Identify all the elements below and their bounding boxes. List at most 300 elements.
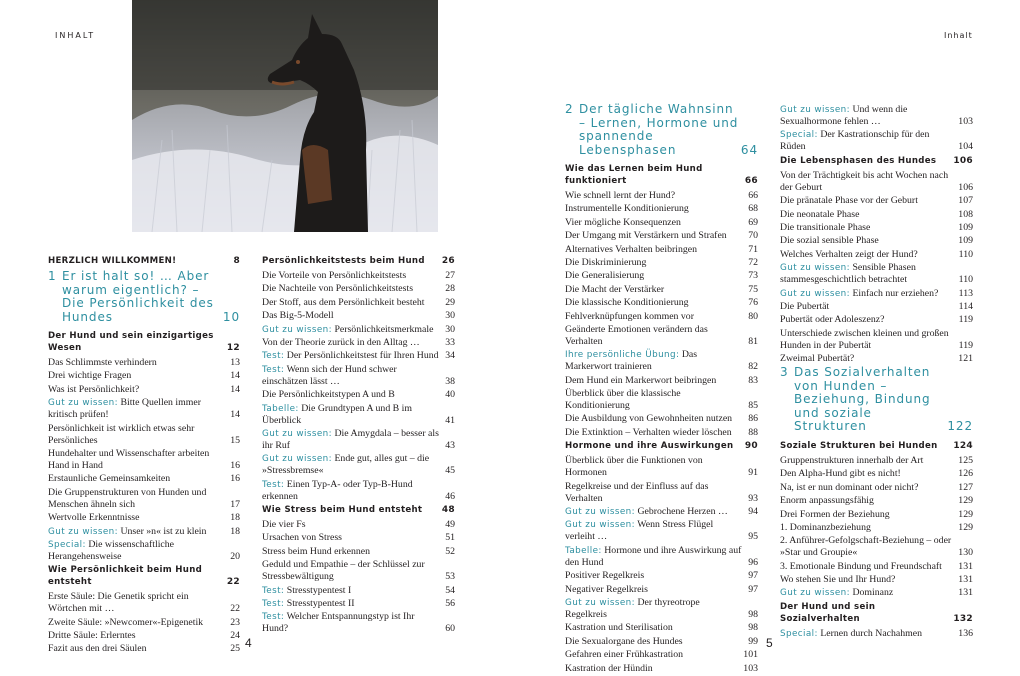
entry-title: Die sozial sensible Phase <box>780 235 879 247</box>
entry-text <box>780 262 959 286</box>
entry-text <box>48 384 230 396</box>
section-title-text: Wie Persönlichkeit beim Hund entsteht <box>48 565 203 588</box>
entry-page: 33 <box>445 336 455 348</box>
entry-page: 97 <box>748 583 758 595</box>
toc-entry <box>565 284 758 296</box>
entry-page: 71 <box>748 243 758 255</box>
toc-section-heading <box>780 155 973 167</box>
entry-text <box>48 423 230 447</box>
entry-title: Unser »n« ist zu klein <box>120 525 207 537</box>
section-title <box>780 155 953 167</box>
toc-entry <box>780 509 973 521</box>
entry-text <box>48 397 230 421</box>
chapter-title: Der tägliche Wahnsinn – Lernen, Hormone und spannende Lebensphasen <box>579 102 739 157</box>
entry-text <box>262 546 445 558</box>
toc-entry <box>262 611 455 635</box>
toc-section-heading <box>565 440 758 452</box>
entry-title: Und wenn die Sexualhormone fehlen … <box>780 104 908 127</box>
toc-entry <box>565 270 758 282</box>
entry-title: Wo stehen Sie und Ihr Hund? <box>780 574 896 586</box>
section-page: 106 <box>953 155 973 166</box>
entry-page: 88 <box>748 426 758 438</box>
toc-column-2 <box>262 255 455 637</box>
toc-entry <box>48 617 240 629</box>
entry-title: Ursachen von Stress <box>262 532 342 544</box>
entry-page: 27 <box>445 270 455 281</box>
entry-title: Die Generalisierung <box>565 270 645 282</box>
entry-page: 20 <box>230 550 240 562</box>
toc-column-1 <box>48 255 240 657</box>
toc-entry <box>48 630 240 642</box>
entry-label: Test: <box>262 479 285 490</box>
entry-page: 49 <box>445 519 455 531</box>
entry-text <box>48 487 230 511</box>
entry-title: Die neonatale Phase <box>780 208 860 220</box>
dog-photo <box>132 0 438 232</box>
entry-text <box>780 249 959 261</box>
entry-page: 131 <box>958 574 973 586</box>
entry-title: Instrumentelle Konditionierung <box>565 203 689 215</box>
toc-entry <box>262 403 455 427</box>
entry-page: 101 <box>743 649 758 661</box>
entry-title: Enorm anpassungsfähig <box>780 495 874 507</box>
chapter-page: 122 <box>947 419 973 434</box>
section-title-text: Der Hund und sein einzigartiges Wesen <box>48 331 214 353</box>
entry-title: Zweimal Pubertät? <box>780 353 855 365</box>
entry-page: 104 <box>958 141 973 153</box>
entry-label: Gut zu wissen: <box>48 526 118 537</box>
entry-title: Das Markerwort trainieren <box>565 349 698 373</box>
entry-title: Dominanz <box>852 587 894 599</box>
entry-page: 73 <box>748 270 758 282</box>
entry-title: Die Gruppenstrukturen von Hunden und Menschen ähneln sich <box>48 486 207 510</box>
section-title <box>565 440 745 452</box>
toc-entry <box>48 397 240 421</box>
entry-text <box>48 357 230 369</box>
entry-text <box>565 375 748 387</box>
entry-text <box>780 104 958 128</box>
entry-title: Welches Verhalten zeigt der Hund? <box>780 248 918 260</box>
toc-entry <box>48 384 240 396</box>
entry-page: 16 <box>230 473 240 485</box>
toc-entry <box>780 129 973 153</box>
toc-entry <box>262 546 455 558</box>
entry-title: Die wissenschaftliche Herangehensweise <box>48 538 175 562</box>
entry-text <box>565 203 748 215</box>
entry-page: 98 <box>748 608 758 620</box>
section-title <box>48 255 233 267</box>
entry-page: 103 <box>743 662 758 674</box>
entry-page: 29 <box>445 296 455 308</box>
entry-title: Stresstypentest I <box>286 584 352 596</box>
toc-entry <box>262 324 455 336</box>
toc-entry <box>48 423 240 447</box>
entry-page: 110 <box>958 274 973 286</box>
entry-page: 56 <box>445 598 455 610</box>
toc-entry <box>48 487 240 511</box>
entry-label: Ihre persönliche Übung: <box>565 350 680 361</box>
entry-title: Gefahren einer Frühkastration <box>565 649 684 661</box>
entry-title: Gebrochene Herzen … <box>637 506 728 518</box>
toc-entry <box>48 473 240 485</box>
toc-entry <box>48 643 240 655</box>
section-page: 22 <box>226 577 240 588</box>
entry-text <box>262 519 445 531</box>
entry-page: 25 <box>230 643 240 655</box>
section-title <box>780 601 953 625</box>
entry-text <box>780 561 958 573</box>
entry-text <box>780 301 959 313</box>
entry-page: 127 <box>958 481 973 493</box>
entry-label: Special: <box>48 539 86 550</box>
entry-page: 30 <box>445 310 455 322</box>
entry-text <box>262 324 445 336</box>
toc-entry <box>780 353 973 365</box>
entry-text <box>262 611 445 635</box>
entry-text <box>565 230 748 242</box>
entry-title: Geduld und Empathie – der Schlüssel zur Stressbewältigung <box>262 559 425 583</box>
entry-page: 14 <box>230 383 240 395</box>
entry-page: 107 <box>958 195 973 207</box>
toc-entry <box>262 559 455 583</box>
section-title-text: Hormone und ihre Auswirkungen <box>565 441 734 452</box>
entry-page: 99 <box>748 635 758 647</box>
toc-entry <box>262 337 455 349</box>
chapter-title: Das Sozialverhalten von Hunden – Beziehung, Bindung und soziale Strukturen <box>794 365 931 434</box>
entry-page: 82 <box>748 361 758 373</box>
entry-title: Der Umgang mit Verstärkern und Strafen <box>565 230 727 242</box>
entry-title: Die Diskriminierung <box>565 256 647 268</box>
entry-title: 2. Anführer-Gefolgschaft-Beziehung – oder »Star und Groupie« <box>780 535 952 559</box>
section-page: 26 <box>441 256 455 266</box>
entry-title: Hormone und ihre Auswirkung auf den Hund <box>565 544 742 568</box>
toc-entry <box>48 357 240 369</box>
entry-text <box>262 350 445 362</box>
toc-entry <box>780 574 973 586</box>
entry-page: 41 <box>445 414 455 426</box>
entry-text <box>565 257 748 269</box>
toc-entry <box>780 209 973 221</box>
toc-entry <box>565 324 758 348</box>
entry-text <box>780 482 958 494</box>
toc-entry <box>565 203 758 215</box>
entry-title: Die Vorteile von Persönlichkeitstests <box>262 270 407 281</box>
entry-label: Gut zu wissen: <box>565 507 635 518</box>
section-title <box>48 564 227 588</box>
entry-page: 129 <box>958 495 973 507</box>
entry-page: 130 <box>958 547 973 559</box>
toc-entry <box>780 222 973 234</box>
entry-page: 22 <box>230 603 240 615</box>
entry-title: Erste Säule: Die Genetik spricht ein Wörtchen mit … <box>48 591 189 615</box>
entry-text <box>48 473 230 485</box>
entry-text <box>780 522 958 534</box>
entry-title: Die Persönlichkeitstypen A und B <box>262 389 395 401</box>
toc-entry <box>565 584 758 596</box>
entry-text <box>565 324 748 348</box>
chapter-title: Er ist halt so! … Aber warum eigentlich? – Die Persönlichkeit des Hundes <box>62 269 214 324</box>
toc-entry <box>565 257 758 269</box>
entry-title: Einen Typ-A- oder Typ-B-Hund erkennen <box>262 478 413 502</box>
entry-text <box>565 649 743 661</box>
entry-title: Der thyreotrope Regelkreis <box>565 596 700 620</box>
entry-label: Gut zu wissen: <box>780 105 850 115</box>
toc-entry <box>780 288 973 300</box>
entry-page: 110 <box>958 248 973 260</box>
entry-title: Alternatives Verhalten beibringen <box>565 243 698 255</box>
entry-title: Wenn sich der Hund schwer einschätzen lässt … <box>262 363 397 387</box>
toc-entry <box>565 545 758 569</box>
entry-title: Der Stoff, aus dem Persönlichkeit besteht <box>262 296 425 308</box>
entry-page: 69 <box>748 216 758 228</box>
entry-title: Drei wichtige Fragen <box>48 370 132 382</box>
toc-entry <box>780 561 973 573</box>
entry-title: Der Kastrationschip für den Rüden <box>780 129 930 153</box>
entry-text <box>262 559 445 583</box>
toc-entry <box>262 350 455 362</box>
entry-page: 51 <box>445 532 455 544</box>
entry-page: 106 <box>958 181 973 193</box>
entry-page: 28 <box>445 283 455 295</box>
toc-entry <box>565 622 758 634</box>
entry-page: 52 <box>445 545 455 557</box>
toc-entry <box>780 587 973 599</box>
entry-label: Gut zu wissen: <box>780 263 850 274</box>
toc-entry <box>262 585 455 597</box>
toc-entry <box>48 591 240 615</box>
toc-entry <box>565 663 758 675</box>
entry-label: Gut zu wissen: <box>262 454 332 465</box>
entry-page: 66 <box>748 190 758 201</box>
left-running-header: INHALT <box>55 31 96 40</box>
entry-page: 14 <box>230 409 240 421</box>
toc-entry <box>262 297 455 309</box>
entry-text <box>48 370 230 382</box>
entry-title: Den Alpha-Hund gibt es nicht! <box>780 468 901 480</box>
toc-entry <box>262 389 455 401</box>
entry-text <box>565 506 748 518</box>
entry-page: 15 <box>230 434 240 446</box>
toc-entry <box>780 328 973 352</box>
entry-title: Stresstypentest II <box>286 598 355 610</box>
chapter-page: 64 <box>740 142 758 157</box>
toc-section-heading <box>565 163 758 187</box>
toc-section-heading <box>262 504 455 516</box>
entry-title: Sensible Phasen stammesgeschichtlich betrachtet <box>780 262 916 286</box>
entry-text <box>565 388 748 412</box>
entry-label: Gut zu wissen: <box>780 588 850 599</box>
entry-text <box>262 532 445 544</box>
section-page: 66 <box>744 176 758 186</box>
toc-entry <box>565 388 758 412</box>
entry-title: Das Schlimmste verhindern <box>48 357 157 368</box>
entry-title: Na, ist er nun dominant oder nicht? <box>780 481 919 493</box>
toc-entry <box>48 526 240 538</box>
section-page: 124 <box>953 440 973 451</box>
toc-entry <box>780 195 973 207</box>
entry-title: Die Macht der Verstärker <box>565 283 665 295</box>
toc-entry <box>565 349 758 373</box>
entry-page: 108 <box>958 208 973 220</box>
entry-page: 30 <box>445 323 455 335</box>
entry-title: Stress beim Hund erkennen <box>262 545 371 557</box>
toc-entry <box>565 244 758 256</box>
entry-page: 113 <box>958 287 973 299</box>
section-title-text: Wie das Lernen beim Hund funktioniert <box>565 164 703 186</box>
entry-text <box>565 663 743 675</box>
entry-title: Die Grundtypen A und B im Überblick <box>262 402 412 426</box>
section-title <box>262 255 442 267</box>
entry-text <box>565 349 748 373</box>
entry-title: Wie schnell lernt der Hund? <box>565 190 676 201</box>
toc-entry <box>780 455 973 467</box>
toc-section-heading <box>780 601 973 625</box>
toc-entry <box>262 364 455 388</box>
entry-page: 75 <box>748 283 758 295</box>
entry-text <box>48 630 230 642</box>
entry-page: 96 <box>748 556 758 568</box>
toc-entry <box>565 597 758 621</box>
entry-title: Negativer Regelkreis <box>565 583 648 595</box>
toc-section-heading <box>262 255 455 267</box>
entry-title: Von der Theorie zurück in den Alltag … <box>262 336 420 348</box>
toc-entry <box>780 262 973 286</box>
entry-text <box>780 455 958 467</box>
entry-title: Fehlverknüpfungen kommen vor <box>565 310 694 322</box>
right-running-header: Inhalt <box>944 31 973 40</box>
section-page: 132 <box>953 613 973 624</box>
toc-entry <box>780 170 973 194</box>
entry-page: 18 <box>230 525 240 537</box>
entry-text <box>565 284 748 296</box>
entry-text <box>48 526 230 538</box>
entry-title: Wertvolle Erkenntnisse <box>48 512 140 524</box>
entry-page: 131 <box>958 587 973 599</box>
section-title-text: Wie Stress beim Hund entsteht <box>262 505 423 516</box>
entry-page: 13 <box>230 357 240 368</box>
entry-title: Vier mögliche Konsequenzen <box>565 216 681 228</box>
entry-text <box>565 413 748 425</box>
entry-label: Gut zu wissen: <box>262 428 332 439</box>
toc-entry <box>48 448 240 472</box>
entry-text <box>565 427 748 439</box>
entry-text <box>48 591 230 615</box>
toc-entry <box>262 428 455 452</box>
entry-text <box>565 622 748 634</box>
entry-text <box>262 428 445 452</box>
toc-entry <box>262 598 455 610</box>
toc-entry <box>780 249 973 261</box>
entry-text <box>262 598 445 610</box>
entry-text <box>780 587 958 599</box>
entry-title: Die transitionale Phase <box>780 221 871 233</box>
entry-title: Welcher Entspannungstyp ist Ihr Hund? <box>262 611 415 635</box>
section-title-text: Soziale Strukturen bei Hunden <box>780 440 938 451</box>
toc-entry <box>565 297 758 309</box>
entry-label: Test: <box>262 599 285 610</box>
entry-text <box>780 129 958 153</box>
entry-page: 40 <box>445 389 455 401</box>
toc-entry <box>780 301 973 313</box>
entry-label: Tabelle: <box>565 545 602 556</box>
entry-text <box>780 468 958 480</box>
section-page: 90 <box>744 441 758 452</box>
entry-text <box>780 535 958 559</box>
entry-label: Test: <box>262 585 285 596</box>
entry-title: Persönlichkeitsmerkmale <box>334 323 434 335</box>
entry-page: 86 <box>748 413 758 425</box>
entry-label: Test: <box>262 364 285 375</box>
entry-label: Gut zu wissen: <box>565 597 635 608</box>
toc-entry <box>565 636 758 648</box>
entry-page: 46 <box>445 490 455 502</box>
entry-text <box>565 297 748 309</box>
entry-page: 24 <box>230 630 240 642</box>
chapter-heading <box>565 103 758 157</box>
entry-page: 60 <box>445 623 455 635</box>
entry-title: Kastration und Sterilisation <box>565 622 673 634</box>
entry-text <box>262 389 445 401</box>
entry-text <box>780 314 959 326</box>
entry-page: 94 <box>748 506 758 518</box>
entry-text <box>780 509 958 521</box>
entry-page: 97 <box>748 570 758 582</box>
toc-entry <box>565 519 758 543</box>
toc-entry <box>262 283 455 295</box>
toc-entry <box>780 535 973 559</box>
entry-title: Die pränatale Phase vor der Geburt <box>780 195 918 207</box>
entry-text <box>262 364 445 388</box>
entry-title: Regelkreise und der Einfluss auf das Verhalten <box>565 480 709 504</box>
entry-page: 109 <box>958 235 973 247</box>
entry-title: Das Big-5-Modell <box>262 310 334 322</box>
toc-entry <box>780 482 973 494</box>
entry-title: Erstaunliche Gemeinsamkeiten <box>48 473 171 485</box>
entry-page: 126 <box>958 468 973 480</box>
entry-title: 1. Dominanzbeziehung <box>780 521 871 533</box>
toc-entry <box>48 512 240 524</box>
entry-title: Die klassische Konditionierung <box>565 297 689 309</box>
entry-text <box>780 170 958 194</box>
toc-entry <box>565 481 758 505</box>
entry-text <box>780 235 958 247</box>
toc-entry <box>780 495 973 507</box>
toc-section-heading <box>780 440 973 452</box>
entry-page: 129 <box>958 508 973 520</box>
entry-text <box>565 217 748 229</box>
entry-text <box>565 597 748 621</box>
section-title-text: HERZLICH WILLKOMMEN! <box>48 256 177 266</box>
toc-entry <box>262 519 455 531</box>
toc-entry <box>565 375 758 387</box>
entry-text <box>565 519 748 543</box>
entry-text <box>48 448 230 472</box>
toc-section-heading <box>48 330 240 354</box>
toc-entry <box>565 311 758 323</box>
entry-label: Test: <box>262 351 285 362</box>
entry-page: 80 <box>748 310 758 322</box>
entry-page: 16 <box>230 459 240 471</box>
entry-title: Die Pubertät <box>780 300 830 312</box>
section-title-text: Der Hund und sein Sozialverhalten <box>780 601 876 624</box>
entry-label: Gut zu wissen: <box>780 288 850 299</box>
entry-text <box>565 311 748 323</box>
chapter-number: 1 <box>48 269 57 283</box>
toc-column-3 <box>565 103 758 676</box>
entry-text <box>780 209 958 221</box>
toc-entry <box>780 522 973 534</box>
entry-page: 18 <box>230 512 240 524</box>
